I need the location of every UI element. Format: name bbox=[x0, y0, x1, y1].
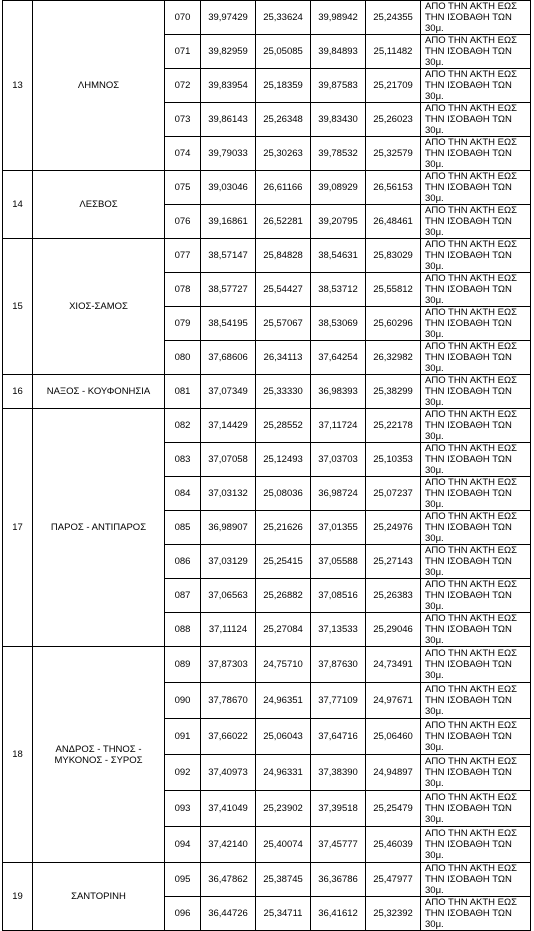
coastal-zones-table bbox=[2, 0, 531, 931]
start-latitude: 37,68606 bbox=[201, 341, 256, 375]
end-latitude: 38,53712 bbox=[311, 273, 366, 307]
depth-note-line: ΑΠΟ ΤΗΝ ΑΚΤΗ ΕΩΣ bbox=[425, 545, 517, 556]
start-latitude: 39,97429 bbox=[201, 1, 256, 35]
depth-note-line: ΑΠΟ ΤΗΝ ΑΚΤΗ ΕΩΣ bbox=[425, 35, 517, 46]
depth-note-line: ΑΠΟ ΤΗΝ ΑΚΤΗ ΕΩΣ bbox=[425, 511, 517, 522]
start-longitude: 25,27084 bbox=[256, 613, 311, 647]
depth-note bbox=[421, 239, 531, 273]
start-latitude: 37,87303 bbox=[201, 647, 256, 683]
end-latitude: 37,03703 bbox=[311, 443, 366, 477]
station-code: 086 bbox=[165, 545, 201, 579]
station-code: 085 bbox=[165, 511, 201, 545]
end-latitude: 37,45777 bbox=[311, 827, 366, 863]
end-longitude: 25,21709 bbox=[366, 69, 421, 103]
area-name-line: ΑΝΔΡΟΣ - ΤΗΝΟΣ - bbox=[55, 743, 142, 755]
area-number: 18 bbox=[3, 647, 33, 863]
depth-note-line: ΑΠΟ ΤΗΝ ΑΚΤΗ ΕΩΣ bbox=[425, 613, 517, 624]
station-code: 094 bbox=[165, 827, 201, 863]
table-body bbox=[3, 1, 531, 931]
depth-note-line: ΑΠΟ ΤΗΝ ΑΚΤΗ ΕΩΣ bbox=[425, 684, 517, 695]
depth-note-line: ΤΗΝ ΙΣΟΒΑΘΗ ΤΩΝ 30μ. bbox=[425, 46, 512, 68]
start-latitude: 37,07058 bbox=[201, 443, 256, 477]
depth-note-line: ΤΗΝ ΙΣΟΒΑΘΗ ΤΩΝ 30μ. bbox=[425, 216, 512, 238]
start-longitude: 25,25415 bbox=[256, 545, 311, 579]
depth-note-line: ΑΠΟ ΤΗΝ ΑΚΤΗ ΕΩΣ bbox=[425, 341, 517, 352]
station-code: 074 bbox=[165, 137, 201, 171]
start-latitude: 39,86143 bbox=[201, 103, 256, 137]
start-latitude: 36,47862 bbox=[201, 863, 256, 897]
end-longitude: 25,47977 bbox=[366, 863, 421, 897]
end-longitude: 25,27143 bbox=[366, 545, 421, 579]
end-longitude: 25,10353 bbox=[366, 443, 421, 477]
end-longitude: 25,24976 bbox=[366, 511, 421, 545]
start-longitude: 25,26882 bbox=[256, 579, 311, 613]
depth-note bbox=[421, 863, 531, 897]
table-row bbox=[3, 375, 531, 409]
depth-note-line: ΑΠΟ ΤΗΝ ΑΚΤΗ ΕΩΣ bbox=[425, 205, 517, 216]
start-latitude: 36,44726 bbox=[201, 897, 256, 931]
start-longitude: 25,57067 bbox=[256, 307, 311, 341]
start-latitude: 39,83954 bbox=[201, 69, 256, 103]
depth-note-line: ΑΠΟ ΤΗΝ ΑΚΤΗ ΕΩΣ bbox=[425, 69, 517, 80]
depth-note-line: ΑΠΟ ΤΗΝ ΑΚΤΗ ΕΩΣ bbox=[425, 897, 517, 908]
start-longitude: 25,84828 bbox=[256, 239, 311, 273]
area-number: 14 bbox=[3, 171, 33, 239]
start-latitude: 37,66022 bbox=[201, 719, 256, 755]
start-longitude: 24,96351 bbox=[256, 683, 311, 719]
start-longitude: 25,12493 bbox=[256, 443, 311, 477]
end-longitude: 25,55812 bbox=[366, 273, 421, 307]
end-latitude: 39,87583 bbox=[311, 69, 366, 103]
depth-note bbox=[421, 205, 531, 239]
end-longitude: 25,25479 bbox=[366, 791, 421, 827]
start-latitude: 36,98907 bbox=[201, 511, 256, 545]
start-latitude: 37,03132 bbox=[201, 477, 256, 511]
depth-note-line: ΤΗΝ ΙΣΟΒΑΘΗ ΤΩΝ 30μ. bbox=[425, 695, 512, 717]
station-code: 075 bbox=[165, 171, 201, 205]
end-latitude: 38,53069 bbox=[311, 307, 366, 341]
station-code: 071 bbox=[165, 35, 201, 69]
depth-note bbox=[421, 647, 531, 683]
station-code: 079 bbox=[165, 307, 201, 341]
start-longitude: 26,34113 bbox=[256, 341, 311, 375]
depth-note-line: ΑΠΟ ΤΗΝ ΑΚΤΗ ΕΩΣ bbox=[425, 720, 517, 731]
start-latitude: 38,54195 bbox=[201, 307, 256, 341]
depth-note-line: ΑΠΟ ΤΗΝ ΑΚΤΗ ΕΩΣ bbox=[425, 137, 517, 148]
depth-note-line: ΑΠΟ ΤΗΝ ΑΚΤΗ ΕΩΣ bbox=[425, 648, 517, 659]
depth-note bbox=[421, 683, 531, 719]
station-code: 089 bbox=[165, 647, 201, 683]
depth-note bbox=[421, 545, 531, 579]
depth-note-line: ΤΗΝ ΙΣΟΒΑΘΗ ΤΩΝ 30μ. bbox=[425, 522, 512, 544]
end-longitude: 25,26383 bbox=[366, 579, 421, 613]
end-latitude: 37,64254 bbox=[311, 341, 366, 375]
end-latitude: 37,77109 bbox=[311, 683, 366, 719]
depth-note bbox=[421, 103, 531, 137]
depth-note-line: ΑΠΟ ΤΗΝ ΑΚΤΗ ΕΩΣ bbox=[425, 579, 517, 590]
depth-note-line: ΑΠΟ ΤΗΝ ΑΚΤΗ ΕΩΣ bbox=[425, 1, 517, 12]
area-name bbox=[33, 647, 165, 863]
station-code: 088 bbox=[165, 613, 201, 647]
start-longitude: 24,96331 bbox=[256, 755, 311, 791]
start-longitude: 25,21626 bbox=[256, 511, 311, 545]
end-latitude: 36,98724 bbox=[311, 477, 366, 511]
end-longitude: 24,73491 bbox=[366, 647, 421, 683]
start-longitude: 25,33330 bbox=[256, 375, 311, 409]
area-name: ΣΑΝΤΟΡΙΝΗ bbox=[33, 863, 165, 931]
depth-note-line: ΑΠΟ ΤΗΝ ΑΚΤΗ ΕΩΣ bbox=[425, 863, 517, 874]
end-longitude: 24,97671 bbox=[366, 683, 421, 719]
depth-note-line: ΑΠΟ ΤΗΝ ΑΚΤΗ ΕΩΣ bbox=[425, 307, 517, 318]
start-latitude: 37,03129 bbox=[201, 545, 256, 579]
depth-note-line: ΑΠΟ ΤΗΝ ΑΚΤΗ ΕΩΣ bbox=[425, 409, 517, 420]
start-longitude: 25,28552 bbox=[256, 409, 311, 443]
depth-note-line: ΤΗΝ ΙΣΟΒΑΘΗ ΤΩΝ 30μ. bbox=[425, 420, 512, 442]
depth-note-line: ΤΗΝ ΙΣΟΒΑΘΗ ΤΩΝ 30μ. bbox=[425, 386, 512, 408]
depth-note-line: ΤΗΝ ΙΣΟΒΑΘΗ ΤΩΝ 30μ. bbox=[425, 80, 512, 102]
table-row bbox=[3, 1, 531, 35]
depth-note bbox=[421, 719, 531, 755]
depth-note bbox=[421, 171, 531, 205]
end-latitude: 37,87630 bbox=[311, 647, 366, 683]
station-code: 084 bbox=[165, 477, 201, 511]
station-code: 080 bbox=[165, 341, 201, 375]
depth-note-line: ΑΠΟ ΤΗΝ ΑΚΤΗ ΕΩΣ bbox=[425, 171, 517, 182]
table-row bbox=[3, 863, 531, 897]
depth-note-line: ΤΗΝ ΙΣΟΒΑΘΗ ΤΩΝ 30μ. bbox=[425, 839, 512, 861]
depth-note bbox=[421, 579, 531, 613]
end-latitude: 38,54631 bbox=[311, 239, 366, 273]
start-latitude: 37,40973 bbox=[201, 755, 256, 791]
depth-note-line: ΤΗΝ ΙΣΟΒΑΘΗ ΤΩΝ 30μ. bbox=[425, 114, 512, 136]
end-latitude: 37,38390 bbox=[311, 755, 366, 791]
station-code: 073 bbox=[165, 103, 201, 137]
end-longitude: 24,94897 bbox=[366, 755, 421, 791]
end-longitude: 25,46039 bbox=[366, 827, 421, 863]
station-code: 078 bbox=[165, 273, 201, 307]
station-code: 090 bbox=[165, 683, 201, 719]
end-latitude: 37,08516 bbox=[311, 579, 366, 613]
area-name: ΛΗΜΝΟΣ bbox=[33, 1, 165, 171]
depth-note-line: ΤΗΝ ΙΣΟΒΑΘΗ ΤΩΝ 30μ. bbox=[425, 454, 512, 476]
depth-note bbox=[421, 409, 531, 443]
start-latitude: 37,41049 bbox=[201, 791, 256, 827]
end-latitude: 37,11724 bbox=[311, 409, 366, 443]
depth-note-line: ΑΠΟ ΤΗΝ ΑΚΤΗ ΕΩΣ bbox=[425, 103, 517, 114]
depth-note-line: ΤΗΝ ΙΣΟΒΑΘΗ ΤΩΝ 30μ. bbox=[425, 590, 512, 612]
start-longitude: 25,30263 bbox=[256, 137, 311, 171]
start-latitude: 39,16861 bbox=[201, 205, 256, 239]
station-code: 095 bbox=[165, 863, 201, 897]
start-longitude: 25,26348 bbox=[256, 103, 311, 137]
depth-note bbox=[421, 613, 531, 647]
start-latitude: 37,14429 bbox=[201, 409, 256, 443]
station-code: 072 bbox=[165, 69, 201, 103]
end-longitude: 25,26023 bbox=[366, 103, 421, 137]
station-code: 093 bbox=[165, 791, 201, 827]
depth-note-line: ΤΗΝ ΙΣΟΒΑΘΗ ΤΩΝ 30μ. bbox=[425, 318, 512, 340]
end-latitude: 39,84893 bbox=[311, 35, 366, 69]
depth-note-line: ΤΗΝ ΙΣΟΒΑΘΗ ΤΩΝ 30μ. bbox=[425, 250, 512, 272]
depth-note-line: ΑΠΟ ΤΗΝ ΑΚΤΗ ΕΩΣ bbox=[425, 477, 517, 488]
station-code: 070 bbox=[165, 1, 201, 35]
depth-note-line: ΑΠΟ ΤΗΝ ΑΚΤΗ ΕΩΣ bbox=[425, 792, 517, 803]
depth-note-line: ΤΗΝ ΙΣΟΒΑΘΗ ΤΩΝ 30μ. bbox=[425, 803, 512, 825]
end-longitude: 26,48461 bbox=[366, 205, 421, 239]
start-longitude: 25,33624 bbox=[256, 1, 311, 35]
end-longitude: 25,32579 bbox=[366, 137, 421, 171]
depth-note-line: ΤΗΝ ΙΣΟΒΑΘΗ ΤΩΝ 30μ. bbox=[425, 182, 512, 204]
end-latitude: 39,20795 bbox=[311, 205, 366, 239]
depth-note-line: ΤΗΝ ΙΣΟΒΑΘΗ ΤΩΝ 30μ. bbox=[425, 12, 512, 34]
depth-note-line: ΤΗΝ ΙΣΟΒΑΘΗ ΤΩΝ 30μ. bbox=[425, 352, 512, 374]
depth-note-line: ΑΠΟ ΤΗΝ ΑΚΤΗ ΕΩΣ bbox=[425, 375, 517, 386]
start-latitude: 39,82959 bbox=[201, 35, 256, 69]
depth-note-line: ΤΗΝ ΙΣΟΒΑΘΗ ΤΩΝ 30μ. bbox=[425, 284, 512, 306]
depth-note bbox=[421, 477, 531, 511]
depth-note bbox=[421, 307, 531, 341]
station-code: 083 bbox=[165, 443, 201, 477]
table-row bbox=[3, 239, 531, 273]
end-latitude: 37,01355 bbox=[311, 511, 366, 545]
depth-note bbox=[421, 827, 531, 863]
start-latitude: 38,57727 bbox=[201, 273, 256, 307]
start-longitude: 25,38745 bbox=[256, 863, 311, 897]
start-latitude: 38,57147 bbox=[201, 239, 256, 273]
end-latitude: 39,08929 bbox=[311, 171, 366, 205]
start-latitude: 39,79033 bbox=[201, 137, 256, 171]
table-row bbox=[3, 409, 531, 443]
depth-note bbox=[421, 511, 531, 545]
depth-note-line: ΤΗΝ ΙΣΟΒΑΘΗ ΤΩΝ 30μ. bbox=[425, 731, 512, 753]
end-longitude: 26,32982 bbox=[366, 341, 421, 375]
start-longitude: 25,34711 bbox=[256, 897, 311, 931]
end-longitude: 25,24355 bbox=[366, 1, 421, 35]
area-name: ΝΑΞΟΣ - ΚΟΥΦΟΝΗΣΙΑ bbox=[33, 375, 165, 409]
start-latitude: 37,06563 bbox=[201, 579, 256, 613]
end-longitude: 25,11482 bbox=[366, 35, 421, 69]
depth-note-line: ΑΠΟ ΤΗΝ ΑΚΤΗ ΕΩΣ bbox=[425, 273, 517, 284]
start-latitude: 37,07349 bbox=[201, 375, 256, 409]
area-number: 19 bbox=[3, 863, 33, 931]
station-code: 096 bbox=[165, 897, 201, 931]
table-row bbox=[3, 171, 531, 205]
start-longitude: 24,75710 bbox=[256, 647, 311, 683]
area-name-line: ΜΥΚΟΝΟΣ - ΣΥΡΟΣ bbox=[54, 754, 143, 766]
end-longitude: 25,38299 bbox=[366, 375, 421, 409]
end-longitude: 25,07237 bbox=[366, 477, 421, 511]
area-number: 17 bbox=[3, 409, 33, 647]
start-latitude: 37,11124 bbox=[201, 613, 256, 647]
area-name: ΠΑΡΟΣ - ΑΝΤΙΠΑΡΟΣ bbox=[33, 409, 165, 647]
depth-note-line: ΤΗΝ ΙΣΟΒΑΘΗ ΤΩΝ 30μ. bbox=[425, 767, 512, 789]
depth-note-line: ΤΗΝ ΙΣΟΒΑΘΗ ΤΩΝ 30μ. bbox=[425, 624, 512, 646]
start-longitude: 25,06043 bbox=[256, 719, 311, 755]
end-latitude: 37,13533 bbox=[311, 613, 366, 647]
end-longitude: 25,06460 bbox=[366, 719, 421, 755]
depth-note bbox=[421, 137, 531, 171]
end-latitude: 37,64716 bbox=[311, 719, 366, 755]
end-longitude: 25,83029 bbox=[366, 239, 421, 273]
end-longitude: 26,56153 bbox=[366, 171, 421, 205]
end-latitude: 39,83430 bbox=[311, 103, 366, 137]
depth-note bbox=[421, 273, 531, 307]
end-latitude: 39,98942 bbox=[311, 1, 366, 35]
area-number: 15 bbox=[3, 239, 33, 375]
depth-note-line: ΑΠΟ ΤΗΝ ΑΚΤΗ ΕΩΣ bbox=[425, 756, 517, 767]
depth-note bbox=[421, 375, 531, 409]
depth-note bbox=[421, 341, 531, 375]
start-longitude: 26,52281 bbox=[256, 205, 311, 239]
end-longitude: 25,29046 bbox=[366, 613, 421, 647]
depth-note-line: ΑΠΟ ΤΗΝ ΑΚΤΗ ΕΩΣ bbox=[425, 239, 517, 250]
start-latitude: 37,42140 bbox=[201, 827, 256, 863]
station-code: 076 bbox=[165, 205, 201, 239]
end-latitude: 37,39518 bbox=[311, 791, 366, 827]
area-number: 16 bbox=[3, 375, 33, 409]
start-longitude: 25,54427 bbox=[256, 273, 311, 307]
end-latitude: 36,98393 bbox=[311, 375, 366, 409]
station-code: 077 bbox=[165, 239, 201, 273]
start-longitude: 25,18359 bbox=[256, 69, 311, 103]
start-longitude: 25,23902 bbox=[256, 791, 311, 827]
depth-note bbox=[421, 897, 531, 931]
depth-note-line: ΤΗΝ ΙΣΟΒΑΘΗ ΤΩΝ 30μ. bbox=[425, 148, 512, 170]
start-longitude: 25,08036 bbox=[256, 477, 311, 511]
area-name: ΧΙΟΣ-ΣΑΜΟΣ bbox=[33, 239, 165, 375]
start-longitude: 25,40074 bbox=[256, 827, 311, 863]
station-code: 087 bbox=[165, 579, 201, 613]
depth-note bbox=[421, 69, 531, 103]
table-row bbox=[3, 647, 531, 683]
end-longitude: 25,60296 bbox=[366, 307, 421, 341]
depth-note-line: ΤΗΝ ΙΣΟΒΑΘΗ ΤΩΝ 30μ. bbox=[425, 874, 512, 896]
depth-note-line: ΑΠΟ ΤΗΝ ΑΚΤΗ ΕΩΣ bbox=[425, 443, 517, 454]
end-longitude: 25,22178 bbox=[366, 409, 421, 443]
depth-note bbox=[421, 791, 531, 827]
area-name: ΛΕΣΒΟΣ bbox=[33, 171, 165, 239]
depth-note bbox=[421, 1, 531, 35]
depth-note bbox=[421, 755, 531, 791]
depth-note-line: ΤΗΝ ΙΣΟΒΑΘΗ ΤΩΝ 30μ. bbox=[425, 488, 512, 510]
start-latitude: 37,78670 bbox=[201, 683, 256, 719]
depth-note bbox=[421, 35, 531, 69]
depth-note-line: ΤΗΝ ΙΣΟΒΑΘΗ ΤΩΝ 30μ. bbox=[425, 556, 512, 578]
depth-note bbox=[421, 443, 531, 477]
start-longitude: 25,05085 bbox=[256, 35, 311, 69]
end-latitude: 37,05588 bbox=[311, 545, 366, 579]
start-latitude: 39,03046 bbox=[201, 171, 256, 205]
start-longitude: 26,61166 bbox=[256, 171, 311, 205]
depth-note-line: ΤΗΝ ΙΣΟΒΑΘΗ ΤΩΝ 30μ. bbox=[425, 908, 512, 930]
end-latitude: 36,41612 bbox=[311, 897, 366, 931]
station-code: 091 bbox=[165, 719, 201, 755]
end-longitude: 25,32392 bbox=[366, 897, 421, 931]
station-code: 092 bbox=[165, 755, 201, 791]
area-number: 13 bbox=[3, 1, 33, 171]
station-code: 081 bbox=[165, 375, 201, 409]
depth-note-line: ΑΠΟ ΤΗΝ ΑΚΤΗ ΕΩΣ bbox=[425, 828, 517, 839]
depth-note-line: ΤΗΝ ΙΣΟΒΑΘΗ ΤΩΝ 30μ. bbox=[425, 659, 512, 681]
end-latitude: 36,36786 bbox=[311, 863, 366, 897]
end-latitude: 39,78532 bbox=[311, 137, 366, 171]
station-code: 082 bbox=[165, 409, 201, 443]
